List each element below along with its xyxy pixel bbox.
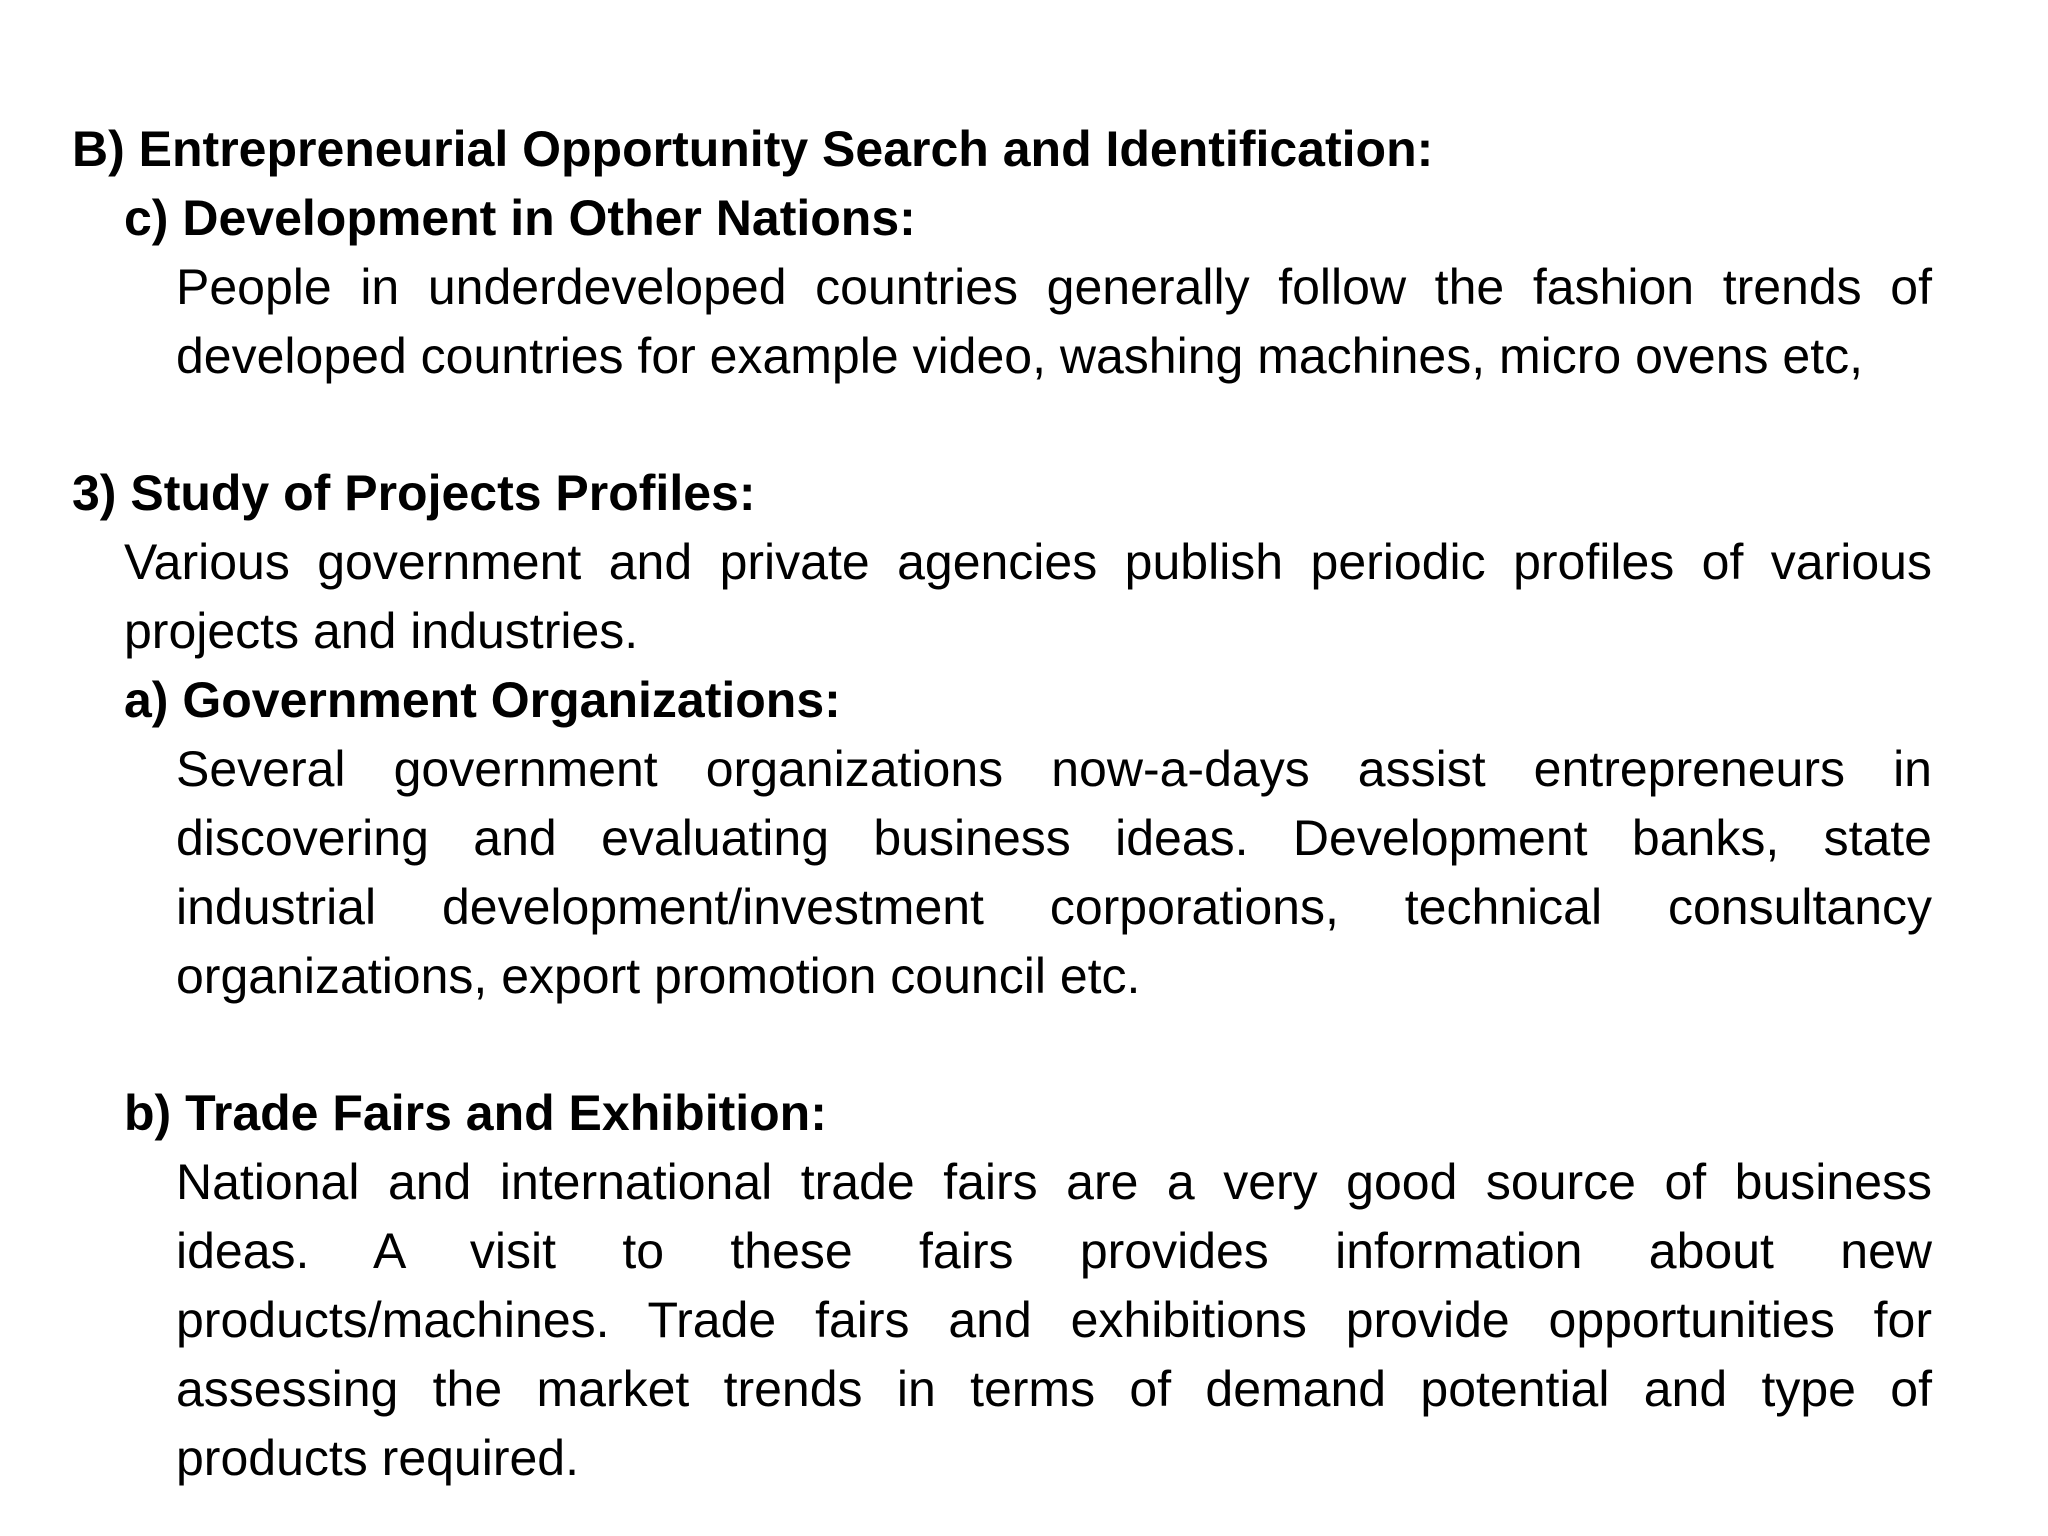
paragraph-line: developed countries for example video, washing machines, micro ovens etc, [176, 328, 1863, 384]
main-heading: B) Entrepreneurial Opportunity Search and Identification: [72, 121, 1434, 177]
paragraph-line: ideas. A visit to these fairs provides information about new [176, 1223, 1932, 1279]
subheading-government-organizations: a) Government Organizations: [124, 672, 841, 728]
paragraph-line: products/machines. Trade fairs and exhibitions provide opportunities for [176, 1292, 1932, 1348]
paragraph-line: National and international trade fairs are a very good source of business [176, 1154, 1932, 1210]
paragraph-line: projects and industries. [124, 603, 639, 659]
heading-study-project-profiles: 3) Study of Projects Profiles: [72, 465, 756, 521]
paragraph-line: organizations, export promotion council etc. [176, 948, 1141, 1004]
paragraph-line: assessing the market trends in terms of demand potential and type of [176, 1361, 1932, 1417]
paragraph-line: industrial development/investment corporations, technical consultancy [176, 879, 1932, 935]
paragraph-line: discovering and evaluating business ideas. Development banks, state [176, 810, 1932, 866]
paragraph-line: Several government organizations now-a-days assist entrepreneurs in [176, 741, 1932, 797]
paragraph-line: People in underdeveloped countries generally follow the fashion trends of [176, 259, 1932, 315]
subheading-trade-fairs: b) Trade Fairs and Exhibition: [124, 1085, 827, 1141]
paragraph-line: products required. [176, 1430, 580, 1486]
paragraph-line: Various government and private agencies publish periodic profiles of various [124, 534, 1932, 590]
subheading-development-other-nations: c) Development in Other Nations: [124, 190, 916, 246]
